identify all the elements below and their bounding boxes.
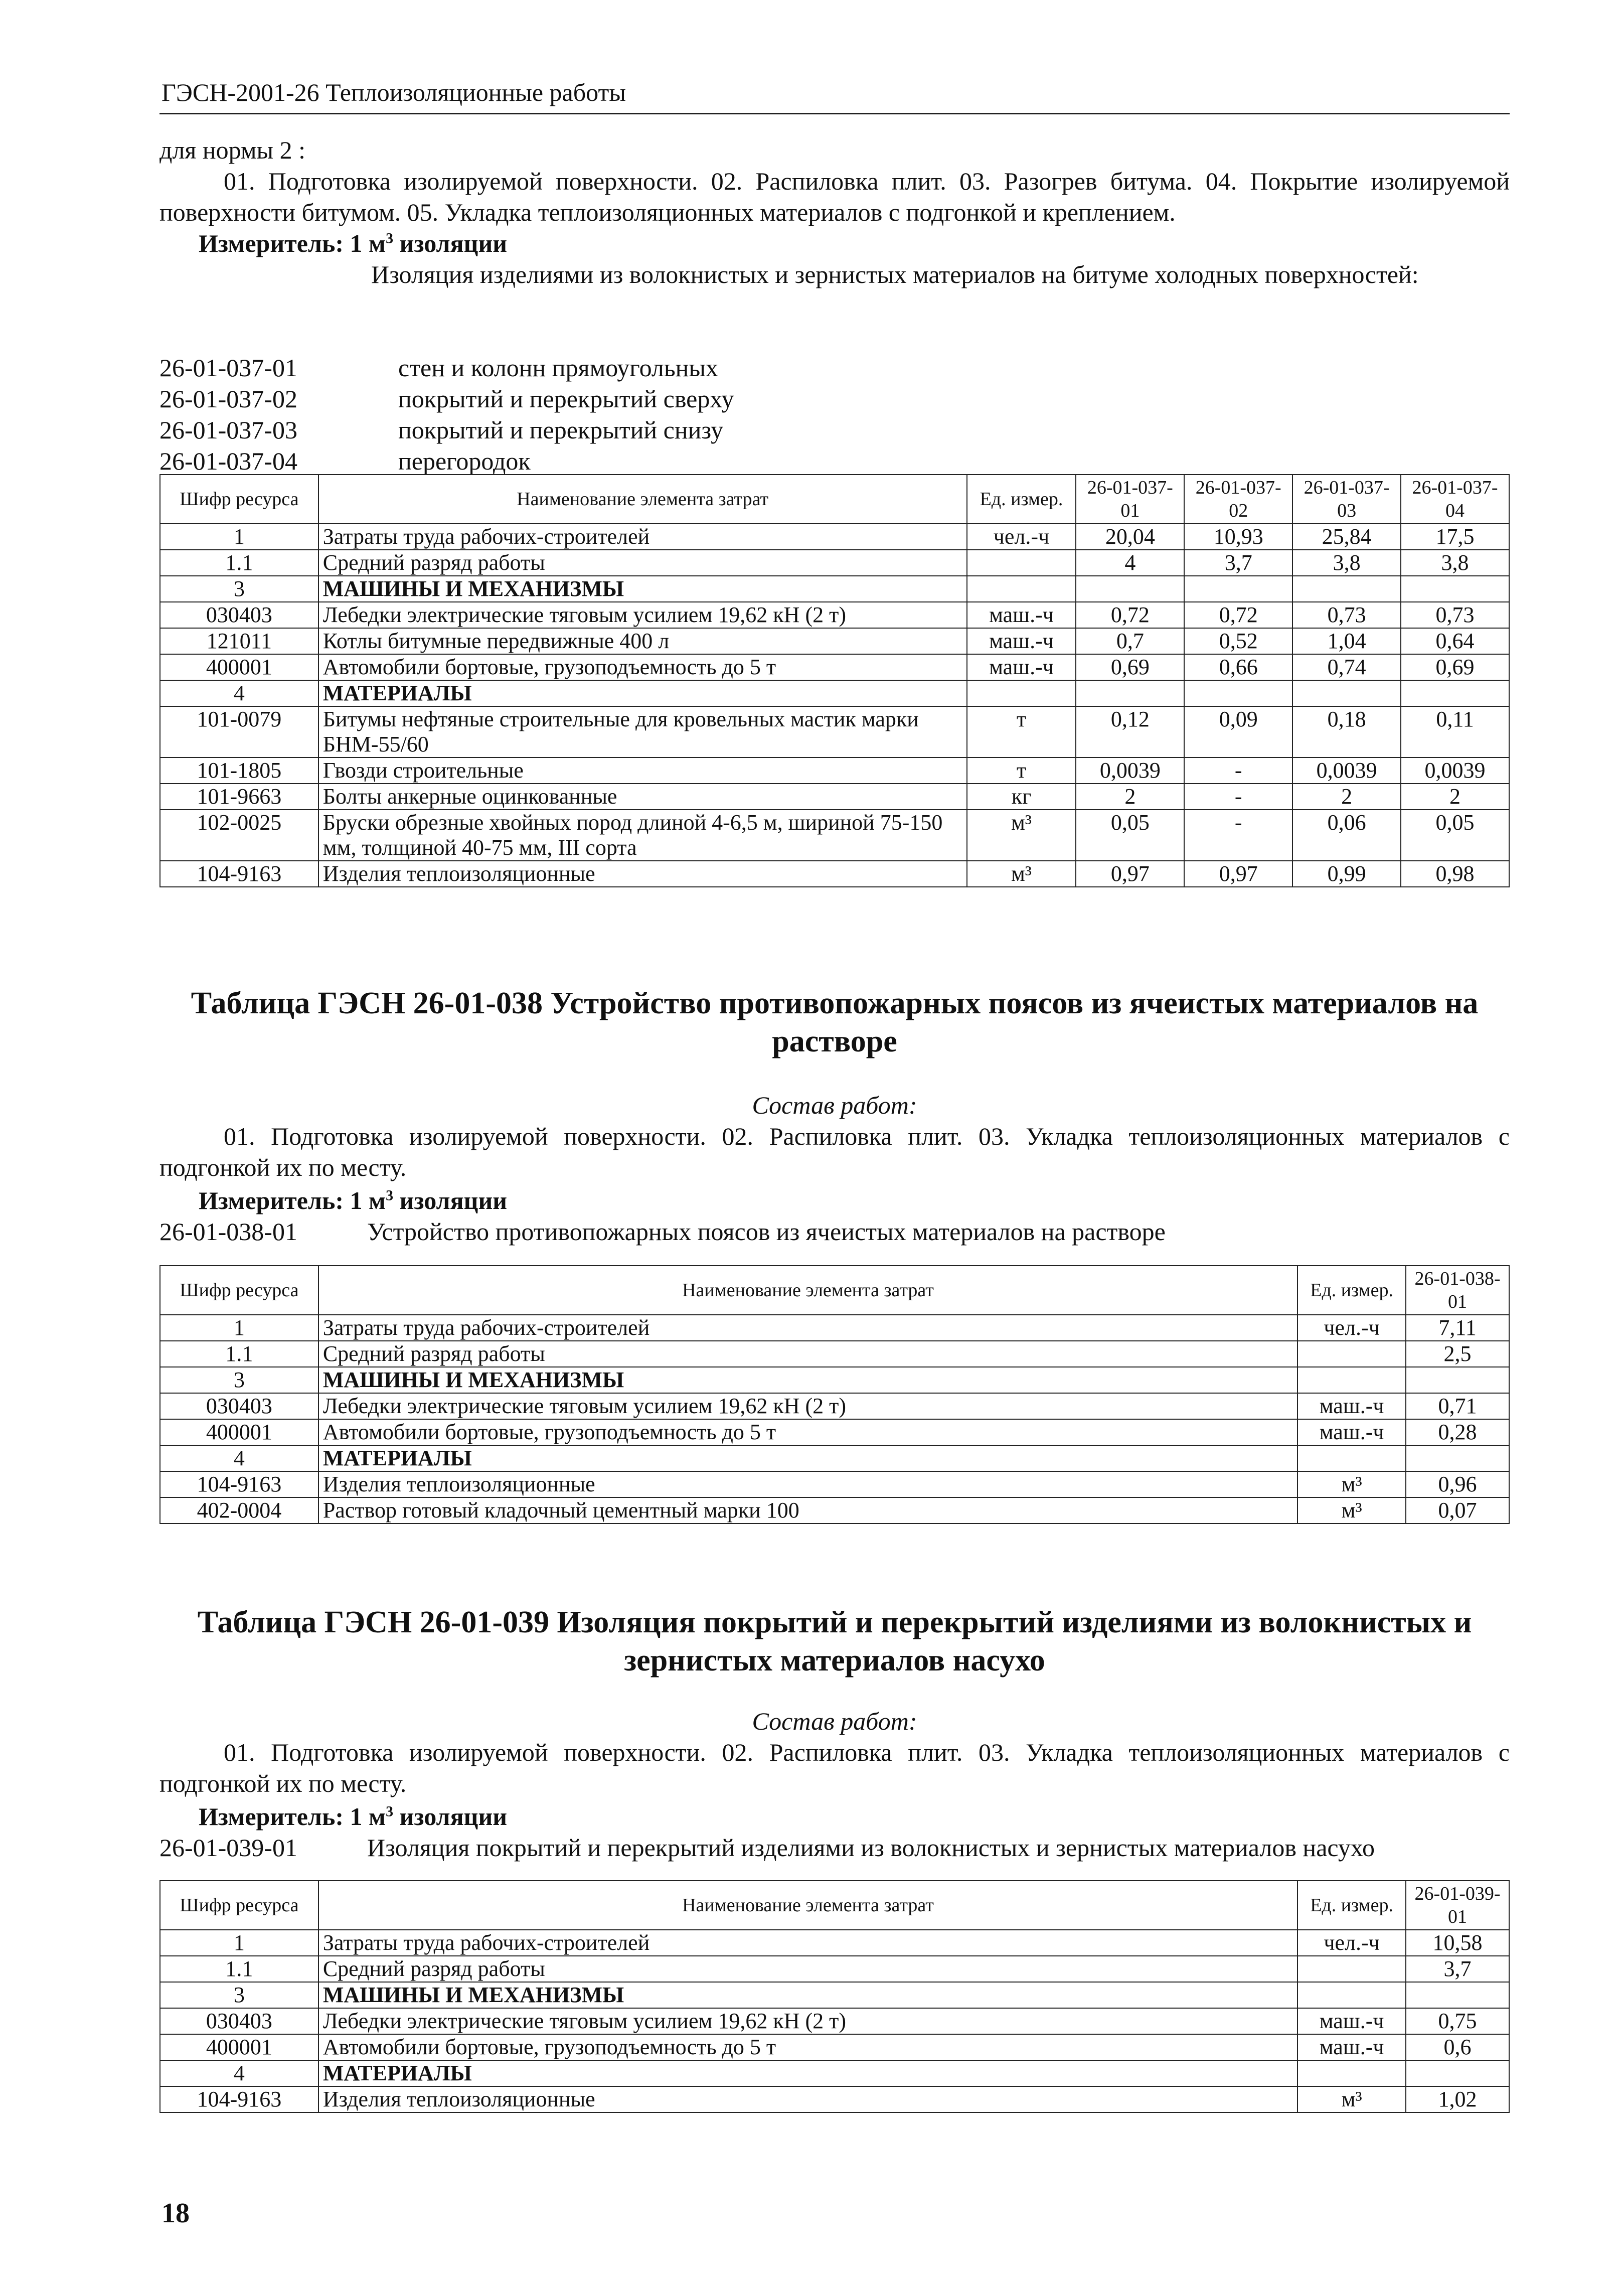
table-title-038: Таблица ГЭСН 26-01-038 Устройство противопожарных поясов из ячеистых материалов на растворе	[191, 986, 1479, 1058]
cost-element-name: Затраты труда рабочих-строителей	[318, 1930, 1297, 1956]
unit: м³	[1297, 1471, 1406, 1497]
meter-rest: изоляции	[393, 1802, 508, 1831]
resource-code: 1.1	[160, 1341, 318, 1367]
column-header: Наименование элемента затрат	[318, 1881, 1297, 1930]
section-row	[160, 1445, 1509, 1471]
table-header-row	[160, 1881, 1509, 1930]
table-row	[160, 550, 1509, 576]
resource-code: 1.1	[160, 1956, 318, 1982]
norm-value: 0,72	[1076, 602, 1184, 628]
norm-value: 0,0039	[1076, 757, 1184, 784]
table-row	[160, 1930, 1509, 1956]
unit	[1297, 1341, 1406, 1367]
resource-code: 402-0004	[160, 1497, 318, 1524]
resource-code: 1	[160, 1930, 318, 1956]
norm-label: для нормы 2 :	[159, 136, 306, 164]
cost-element-name: Изделия теплоизоляционные	[318, 861, 967, 887]
unit: м³	[967, 810, 1076, 861]
resource-code: 030403	[160, 2008, 318, 2034]
column-header: Ед. измер.	[1297, 1881, 1406, 1930]
table-row	[160, 654, 1509, 680]
empty-cell	[1184, 576, 1292, 602]
unit: маш.-ч	[967, 628, 1076, 654]
table-row	[160, 1497, 1509, 1524]
unit: м³	[1297, 1497, 1406, 1524]
cost-element-name: Лебедки электрические тяговым усилием 19,62 кН (2 т)	[318, 1393, 1297, 1419]
norm-code: 26-01-037-01	[159, 354, 297, 382]
norm-value: 4	[1076, 550, 1184, 576]
table-row	[160, 2086, 1509, 2112]
unit: чел.-ч	[967, 524, 1076, 550]
running-header: ГЭСН-2001-26 Теплоизоляционные работы	[161, 78, 626, 106]
empty-cell	[1184, 680, 1292, 706]
cost-element-name: Гвозди строительные	[318, 757, 967, 784]
table-row	[160, 757, 1509, 784]
resource-code: 104-9163	[160, 2086, 318, 2112]
norm-value: 0,74	[1292, 654, 1401, 680]
unit: т	[967, 706, 1076, 757]
norm-desc: покрытий и перекрытий сверху	[398, 385, 734, 413]
work-composition: 01. Подготовка изолируемой поверхности. 02. Распиловка плит. 03. Разогрев битума. 04. Покрытие изолируемой поверхности битумом. 05. Укладка теплоизоляционных материалов с подгонкой и креплением.	[159, 167, 1510, 226]
column-header: 26-01-037-01	[1076, 475, 1184, 524]
resource-code: 400001	[160, 2034, 318, 2060]
resource-code: 101-0079	[160, 706, 318, 757]
section-row	[160, 680, 1509, 706]
resource-code: 104-9163	[160, 861, 318, 887]
empty-cell	[1406, 1367, 1509, 1393]
table-row	[160, 524, 1509, 550]
section-row	[160, 576, 1509, 602]
resource-code: 3	[160, 1982, 318, 2008]
norm-value: 3,8	[1292, 550, 1401, 576]
cost-element-name: Котлы битумные передвижные 400 л	[318, 628, 967, 654]
cost-element-name: Автомобили бортовые, грузоподъемность до 5 т	[318, 1419, 1297, 1445]
norm-value: 0,96	[1406, 1471, 1509, 1497]
norm-value: 0,12	[1076, 706, 1184, 757]
unit: маш.-ч	[1297, 2008, 1406, 2034]
meter-line	[159, 228, 1549, 259]
empty-cell	[1076, 576, 1184, 602]
resource-code: 400001	[160, 1419, 318, 1445]
norm-desc: покрытий и перекрытий снизу	[398, 416, 724, 444]
unit: маш.-ч	[1297, 2034, 1406, 2060]
norm-value: 0,72	[1184, 602, 1292, 628]
meter-sup: 3	[386, 1803, 394, 1820]
meter-value: 1 м	[350, 1186, 386, 1214]
empty-cell	[967, 680, 1076, 706]
table-row	[160, 602, 1509, 628]
column-header: Шифр ресурса	[160, 1881, 318, 1930]
column-header: Ед. измер.	[1297, 1266, 1406, 1315]
unit: м³	[967, 861, 1076, 887]
norm-value: -	[1184, 784, 1292, 810]
table-row	[160, 861, 1509, 887]
table-row	[160, 706, 1509, 757]
norm-code: 26-01-037-03	[159, 416, 297, 444]
norm-desc: Устройство противопожарных поясов из ячеистых материалов на растворе	[367, 1217, 1166, 1246]
meter-rest: изоляции	[393, 1186, 508, 1214]
section-title: МАТЕРИАЛЫ	[318, 1445, 1297, 1471]
resource-code: 4	[160, 2060, 318, 2086]
resource-code: 030403	[160, 1393, 318, 1419]
norm-value: 3,7	[1406, 1956, 1509, 1982]
resource-code: 1	[160, 524, 318, 550]
norm-value: 0,0039	[1401, 757, 1509, 784]
norm-value: 2	[1401, 784, 1509, 810]
composition-label-039: Состав работ:	[752, 1707, 917, 1735]
cost-element-name: Автомобили бортовые, грузоподъемность до 5 т	[318, 654, 967, 680]
norm-desc: перегородок	[398, 447, 531, 475]
column-header: 26-01-037-04	[1401, 475, 1509, 524]
section-title: МАШИНЫ И МЕХАНИЗМЫ	[318, 576, 967, 602]
norm-desc: Изоляция покрытий и перекрытий изделиями из волокнистых и зернистых материалов насухо	[367, 1834, 1375, 1862]
resource-code: 030403	[160, 602, 318, 628]
column-header: 26-01-038-01	[1406, 1266, 1509, 1315]
norm-value: 0,75	[1406, 2008, 1509, 2034]
norm-value: 10,58	[1406, 1930, 1509, 1956]
norm-desc: стен и колонн прямоугольных	[398, 354, 719, 382]
section-title: МАШИНЫ И МЕХАНИЗМЫ	[318, 1982, 1297, 2008]
column-header: Шифр ресурса	[160, 475, 318, 524]
norm-value: 2,5	[1406, 1341, 1509, 1367]
section-row	[160, 2060, 1509, 2086]
page-number: 18	[161, 2198, 190, 2229]
resource-code: 121011	[160, 628, 318, 654]
table-row	[160, 784, 1509, 810]
cost-element-name: Лебедки электрические тяговым усилием 19,62 кН (2 т)	[318, 2008, 1297, 2034]
norm-value: 0,64	[1401, 628, 1509, 654]
column-header: Ед. измер.	[967, 475, 1076, 524]
cost-element-name: Раствор готовый кладочный цементный марки 100	[318, 1497, 1297, 1524]
cost-element-name: Болты анкерные оцинкованные	[318, 784, 967, 810]
resource-code: 3	[160, 1367, 318, 1393]
norm-value: 17,5	[1401, 524, 1509, 550]
unit: м³	[1297, 2086, 1406, 2112]
unit: маш.-ч	[1297, 1393, 1406, 1419]
norm-code: 26-01-037-04	[159, 447, 297, 475]
table-row	[160, 1341, 1509, 1367]
empty-cell	[1406, 1982, 1509, 2008]
empty-cell	[1297, 1445, 1406, 1471]
norm-value: 2	[1076, 784, 1184, 810]
unit: маш.-ч	[1297, 1419, 1406, 1445]
norm-value: 0,07	[1406, 1497, 1509, 1524]
unit: чел.-ч	[1297, 1315, 1406, 1341]
cost-element-name: Битумы нефтяные строительные для кровельных мастик марки БНМ-55/60	[318, 706, 967, 757]
empty-cell	[1076, 680, 1184, 706]
norm-code: 26-01-039-01	[159, 1834, 297, 1862]
norm-value: 0,06	[1292, 810, 1401, 861]
unit: маш.-ч	[967, 602, 1076, 628]
section-title: МАТЕРИАЛЫ	[318, 680, 967, 706]
cost-element-name: Затраты труда рабочих-строителей	[318, 1315, 1297, 1341]
empty-cell	[1297, 2060, 1406, 2086]
table-header-row	[160, 1266, 1509, 1315]
meter-label: Измеритель:	[199, 1802, 344, 1831]
table-row	[160, 2034, 1509, 2060]
norm-value: 0,05	[1076, 810, 1184, 861]
norm-value: -	[1184, 757, 1292, 784]
meter-line-038	[159, 1185, 1549, 1216]
cost-element-name: Автомобили бортовые, грузоподъемность до 5 т	[318, 2034, 1297, 2060]
norm-value: 0,18	[1292, 706, 1401, 757]
unit: чел.-ч	[1297, 1930, 1406, 1956]
norm-value: 2	[1292, 784, 1401, 810]
norm-code: 26-01-037-02	[159, 385, 297, 413]
table-row	[160, 1315, 1509, 1341]
meter-sup: 3	[386, 1187, 394, 1204]
norm-value: 0,97	[1184, 861, 1292, 887]
resource-code: 1	[160, 1315, 318, 1341]
table-header-row	[160, 475, 1509, 524]
table-row	[160, 2008, 1509, 2034]
empty-cell	[1406, 2060, 1509, 2086]
cost-element-name: Изделия теплоизоляционные	[318, 1471, 1297, 1497]
resource-code: 102-0025	[160, 810, 318, 861]
norm-value: 0,6	[1406, 2034, 1509, 2060]
work-composition-038: 01. Подготовка изолируемой поверхности. 02. Распиловка плит. 03. Укладка теплоизоляционных материалов с подгонкой их по месту.	[159, 1122, 1510, 1181]
empty-cell	[1401, 680, 1509, 706]
unit: т	[967, 757, 1076, 784]
norm-value: 0,99	[1292, 861, 1401, 887]
norm-value: 0,69	[1401, 654, 1509, 680]
header-rule	[159, 113, 1510, 114]
column-header: 26-01-037-03	[1292, 475, 1401, 524]
unit	[967, 550, 1076, 576]
table-row	[160, 628, 1509, 654]
section-row	[160, 1982, 1509, 2008]
meter-rest: изоляции	[393, 229, 508, 257]
section-row	[160, 1367, 1509, 1393]
empty-cell	[1406, 1445, 1509, 1471]
norm-value: 0,11	[1401, 706, 1509, 757]
table-row	[160, 1419, 1509, 1445]
norm-value: 1,04	[1292, 628, 1401, 654]
resource-code: 4	[160, 680, 318, 706]
empty-cell	[1292, 680, 1401, 706]
column-header: 26-01-037-02	[1184, 475, 1292, 524]
work-composition-039: 01. Подготовка изолируемой поверхности. 02. Распиловка плит. 03. Укладка теплоизоляционных материалов с подгонкой их по месту.	[159, 1738, 1510, 1797]
norm-value: 20,04	[1076, 524, 1184, 550]
meter-line-039	[159, 1801, 1549, 1832]
unit: маш.-ч	[967, 654, 1076, 680]
table-row	[160, 810, 1509, 861]
meter-label: Измеритель:	[199, 1186, 344, 1214]
norm-value: 3,8	[1401, 550, 1509, 576]
section-title: МАТЕРИАЛЫ	[318, 2060, 1297, 2086]
resource-code: 3	[160, 576, 318, 602]
norm-value: 0,7	[1076, 628, 1184, 654]
cost-element-name: Средний разряд работы	[318, 1341, 1297, 1367]
column-header: Шифр ресурса	[160, 1266, 318, 1315]
resource-table-037	[159, 474, 1510, 887]
resource-table-039	[159, 1880, 1510, 2113]
resource-code: 101-1805	[160, 757, 318, 784]
norm-value: 0,52	[1184, 628, 1292, 654]
meter-sup: 3	[386, 230, 394, 247]
norm-value: -	[1184, 810, 1292, 861]
norm-code: 26-01-038-01	[159, 1217, 297, 1246]
norm-value: 0,73	[1401, 602, 1509, 628]
cost-element-name: Бруски обрезные хвойных пород длиной 4-6,5 м, шириной 75-150 мм, толщиной 40-75 мм, III сорта	[318, 810, 967, 861]
resource-code: 400001	[160, 654, 318, 680]
column-header: Наименование элемента затрат	[318, 1266, 1297, 1315]
cost-element-name: Лебедки электрические тяговым усилием 19,62 кН (2 т)	[318, 602, 967, 628]
norm-value: 0,0039	[1292, 757, 1401, 784]
norm-value: 0,73	[1292, 602, 1401, 628]
norm-value: 1,02	[1406, 2086, 1509, 2112]
norm-value: 25,84	[1292, 524, 1401, 550]
norm-value: 7,11	[1406, 1315, 1509, 1341]
norm-value: 10,93	[1184, 524, 1292, 550]
empty-cell	[1297, 1982, 1406, 2008]
norm-value: 0,09	[1184, 706, 1292, 757]
meter-value: 1 м	[350, 229, 386, 257]
cost-element-name: Затраты труда рабочих-строителей	[318, 524, 967, 550]
resource-code: 101-9663	[160, 784, 318, 810]
cost-element-name: Средний разряд работы	[318, 550, 967, 576]
norm-value: 0,69	[1076, 654, 1184, 680]
unit	[1297, 1956, 1406, 1982]
table-title-039: Таблица ГЭСН 26-01-039 Изоляция покрытий и перекрытий изделиями из волокнистых и зернистых материалов насухо	[197, 1605, 1472, 1678]
empty-cell	[1297, 1367, 1406, 1393]
table-row	[160, 1471, 1509, 1497]
resource-table-038	[159, 1265, 1510, 1524]
column-header: 26-01-039-01	[1406, 1881, 1509, 1930]
section-title: МАШИНЫ И МЕХАНИЗМЫ	[318, 1367, 1297, 1393]
norm-intro: Изоляция изделиями из волокнистых и зернистых материалов на битуме холодных поверхностей:	[371, 260, 1419, 288]
meter-value: 1 м	[350, 1802, 386, 1831]
meter-label: Измеритель:	[199, 229, 344, 257]
norm-value: 0,71	[1406, 1393, 1509, 1419]
unit: кг	[967, 784, 1076, 810]
empty-cell	[1401, 576, 1509, 602]
cost-element-name: Изделия теплоизоляционные	[318, 2086, 1297, 2112]
norm-value: 0,97	[1076, 861, 1184, 887]
norm-value: 0,66	[1184, 654, 1292, 680]
table-row	[160, 1393, 1509, 1419]
empty-cell	[967, 576, 1076, 602]
norm-value: 0,28	[1406, 1419, 1509, 1445]
resource-code: 1.1	[160, 550, 318, 576]
norm-value: 0,98	[1401, 861, 1509, 887]
cost-element-name: Средний разряд работы	[318, 1956, 1297, 1982]
resource-code: 4	[160, 1445, 318, 1471]
resource-code: 104-9163	[160, 1471, 318, 1497]
norm-value: 3,7	[1184, 550, 1292, 576]
composition-label-038: Состав работ:	[752, 1091, 917, 1119]
norm-value: 0,05	[1401, 810, 1509, 861]
column-header: Наименование элемента затрат	[318, 475, 967, 524]
table-row	[160, 1956, 1509, 1982]
empty-cell	[1292, 576, 1401, 602]
